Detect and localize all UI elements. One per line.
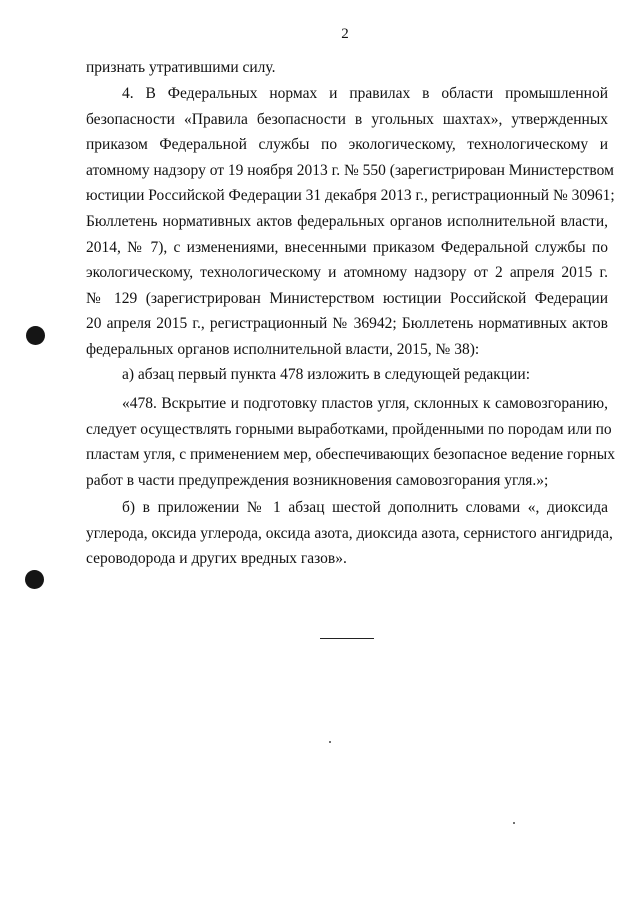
text-line: приказом Федеральной службы по экологическому, технологическому и	[86, 136, 608, 154]
text-line: Бюллетень нормативных актов федеральных органов исполнительной власти,	[86, 212, 608, 230]
binder-hole	[26, 326, 45, 345]
text-line: № 129 (зарегистрирован Министерством юстиции Российской Федерации	[86, 289, 608, 307]
text-line: атомному надзору от 19 ноября 2013 г. № 550 (зарегистрирован Министерством	[86, 161, 614, 179]
text-line: 4. В Федеральных нормах и правилах в области промышленной	[122, 85, 608, 102]
end-separator-line	[320, 638, 374, 639]
paragraph-subitem-a	[86, 362, 608, 388]
scan-speck	[329, 741, 331, 743]
text-line: федеральных органов исполнительной власти, 2015, № 38):	[86, 340, 480, 358]
binder-hole	[25, 570, 44, 589]
paragraph-item-4	[86, 81, 615, 363]
text-line: экологическому, технологическому и атомному надзору от 2 апреля 2015 г.	[86, 264, 608, 282]
text-line: работ в части предупреждения возникновения самовозгорания угля.»;	[86, 471, 549, 489]
text-line: 20 апреля 2015 г., регистрационный № 36942; Бюллетень нормативных актов	[86, 315, 608, 333]
page-number: 2	[341, 26, 349, 42]
text-line: безопасности «Правила безопасности в угольных шахтах», утвержденных	[86, 110, 608, 128]
text-line: сероводорода и других вредных газов».	[86, 550, 347, 568]
text-line: «478. Вскрытие и подготовку пластов угля, склонных к самовозгоранию,	[122, 395, 608, 412]
text-line: признать утратившими силу.	[86, 59, 276, 76]
paragraph-continuation	[86, 55, 608, 81]
text-line: а) абзац первый пункта 478 изложить в следующей редакции:	[122, 366, 531, 383]
text-line: углерода, оксида углерода, оксида азота, диоксида азота, сернистого ангидрида,	[86, 524, 613, 542]
scan-speck	[513, 822, 515, 824]
paragraph-rule-478	[86, 391, 615, 493]
paragraph-subitem-b	[86, 495, 613, 572]
text-line: б) в приложении № 1 абзац шестой дополнить словами «, диоксида	[122, 499, 608, 516]
text-line: юстиции Российской Федерации 31 декабря 2013 г., регистрационный № 30961;	[86, 187, 615, 205]
text-line: следует осуществлять горными выработками, пройденными по породам или по	[86, 420, 612, 438]
text-line: пластам угля, с применением мер, обеспечивающих безопасное ведение горных	[86, 446, 615, 464]
text-line: 2014, № 7), с изменениями, внесенными приказом Федеральной службы по	[86, 238, 608, 256]
